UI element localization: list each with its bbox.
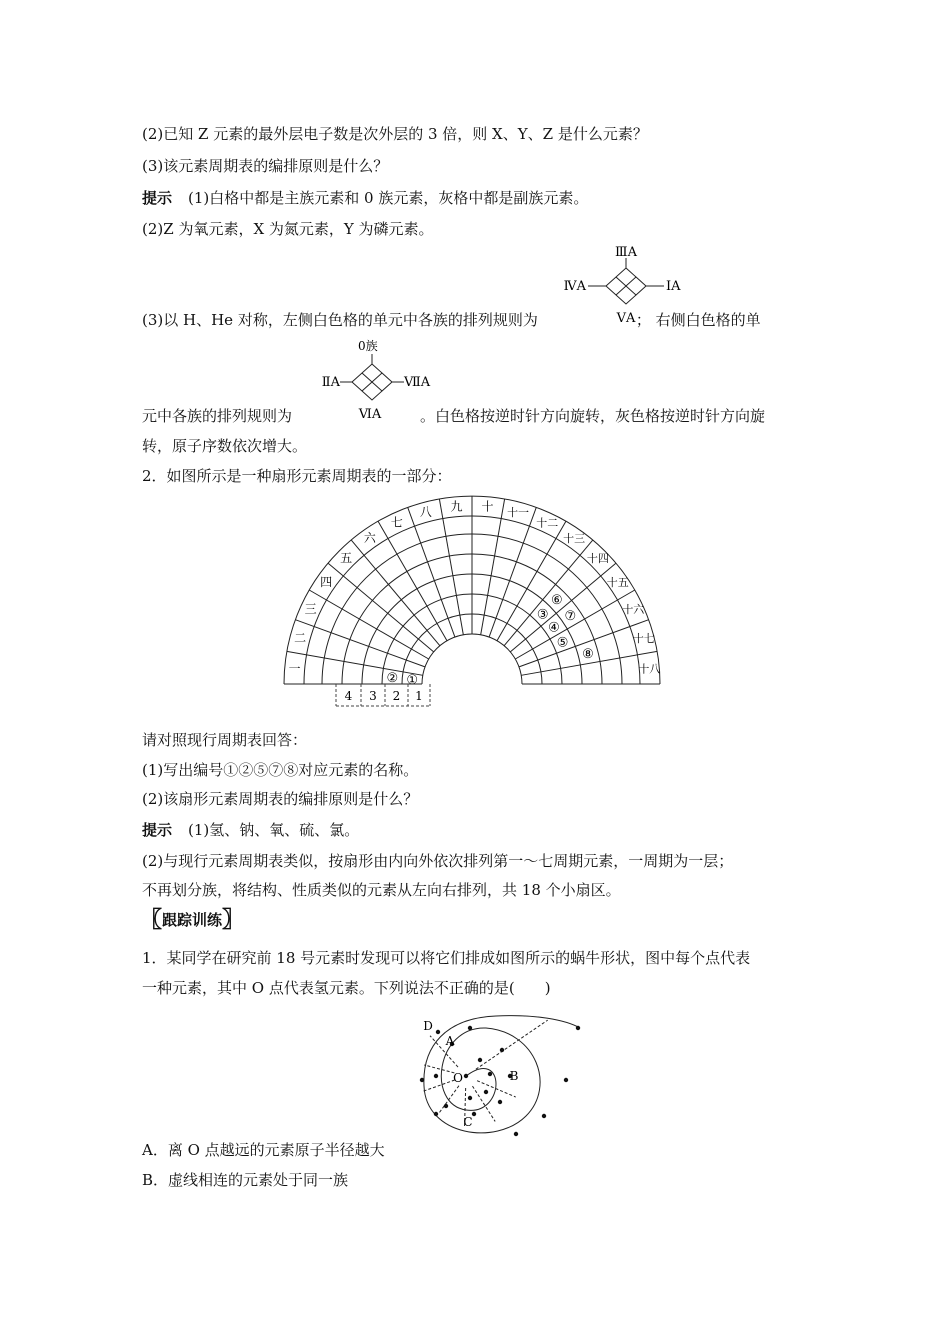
element-dot: [464, 1074, 468, 1078]
bottom-number: 1: [415, 689, 423, 703]
sector-label: 二: [294, 630, 307, 645]
element-number: ①: [406, 672, 419, 688]
snail-ray: [438, 1086, 458, 1114]
fan-divider-5: [351, 540, 440, 646]
label-left: ⅡA: [321, 375, 340, 390]
element-dot: [542, 1114, 546, 1118]
label-left: ⅣA: [563, 279, 586, 294]
fan-divider-1: [287, 651, 423, 675]
element-dot: [420, 1078, 424, 1082]
snail-ray: [476, 1020, 548, 1069]
element-dot: [468, 1096, 472, 1100]
sector-label: 四: [320, 574, 333, 589]
element-number: ④: [548, 620, 560, 636]
sector-label: 十五: [606, 575, 629, 589]
fan-divider-3: [309, 590, 429, 659]
hint-6: 不再划分族，将结构、性质类似的元素从左向右排列，共 18 个小扇区。: [142, 881, 621, 899]
element-number: ⑧: [582, 646, 594, 662]
fan-divider-8: [439, 499, 463, 635]
element-number: ⑤: [556, 635, 569, 651]
element-dot: [514, 1132, 518, 1136]
hint-4: [142, 820, 359, 840]
element-dot: [436, 1030, 440, 1034]
hint-4-text: (1)氢、钠、氧、硫、氯。: [188, 821, 360, 839]
question-3-text: (3)该元素周期表的编排原则是什么？: [142, 157, 389, 175]
fan-divider-7: [408, 507, 455, 637]
sector-label: 十四: [586, 552, 609, 566]
sector-label: 十六: [622, 602, 645, 616]
section-heading: [140, 908, 244, 932]
element-dot: [434, 1074, 438, 1078]
element-dot: [434, 1112, 438, 1116]
element-dot: [468, 1026, 472, 1030]
bracket-right: 〗: [222, 907, 245, 933]
bottom-number: 4: [344, 689, 353, 703]
fan-divider-10: [481, 499, 505, 635]
element-number: ⑥: [551, 593, 563, 609]
sector-label: 八: [419, 505, 432, 520]
hint-label: 提示: [142, 821, 173, 839]
question-2-text: (2)已知 Z 元素的最外层电子数是次外层的 3 倍，则 X、Y、Z 是什么元素？: [142, 125, 648, 143]
hint-5: (2)与现行元素周期表类似，按扇形由内向外依次排列第一～七周期元素，一周期为一层；: [142, 852, 734, 870]
sector-label: 九: [450, 499, 463, 514]
snail-label: B: [509, 1069, 519, 1083]
label-bottom: ⅤA: [616, 311, 636, 326]
bottom-number: 2: [392, 689, 401, 703]
ask-1: (1)写出编号①②⑤⑦⑧对应元素的名称。: [142, 761, 419, 779]
hint-1: [142, 188, 588, 208]
element-dot: [498, 1100, 502, 1104]
ask-2: (2)该扇形元素周期表的编排原则是什么？: [142, 790, 419, 808]
element-dot: [500, 1048, 504, 1052]
exercise-1-line-1: 1．某同学在研究前 18 号元素时发现可以将它们排成如图所示的蜗牛形状，图中每个点代表: [142, 949, 751, 967]
hint-2: (2)Z 为氧元素，X 为氮元素，Y 为磷元素。: [142, 220, 434, 238]
sector-label: 十八: [638, 662, 661, 676]
fan-divider-6: [378, 521, 447, 641]
fan-divider-11: [489, 507, 536, 637]
sector-label: 十二: [536, 516, 559, 530]
snail-ray: [424, 1065, 454, 1073]
element-dot: [484, 1090, 488, 1094]
sector-label: 七: [390, 515, 403, 530]
hint-3-b: ； 右侧白色格的单: [635, 311, 761, 329]
label-bottom: ⅥA: [358, 407, 382, 422]
snail-diagram: [410, 1010, 540, 1134]
label-right: ⅦA: [404, 375, 431, 390]
sector-label: 一: [288, 661, 301, 676]
snail-ray: [424, 1080, 455, 1091]
hint-1-text: (1)白格中都是主族元素和 0 族元素，灰格中都是副族元素。: [188, 189, 589, 207]
element-number: ⑦: [564, 609, 577, 625]
hint-3-line-2: [142, 406, 765, 426]
sector-label: 五: [340, 551, 353, 566]
element-dot: [576, 1026, 580, 1030]
label-right: ⅠA: [666, 279, 681, 294]
element-dot: [564, 1078, 568, 1082]
snail-label: O: [453, 1071, 463, 1085]
option-a: A．离 O 点越远的元素原子半径越大: [142, 1141, 385, 1159]
snail-label: A: [445, 1034, 455, 1048]
fan-divider-2: [295, 620, 425, 667]
snail-dashed-lines: [424, 1020, 548, 1126]
element-number: ②: [386, 671, 399, 687]
fan-divider-15: [515, 590, 635, 659]
element-dot: [478, 1058, 482, 1062]
fan-periodic-table: [288, 490, 661, 712]
section-title: 跟踪训练: [162, 911, 223, 929]
bracket-left: 〖: [140, 907, 163, 933]
hint-3-line-3: 转，原子序数依次增大。: [142, 437, 308, 455]
hint-3-d: 。白色格按逆时针方向旋转，灰色格按逆时针方向旋: [420, 407, 766, 425]
ask-intro: 请对照现行周期表回答：: [142, 731, 308, 749]
exercise-1-line-2: 一种元素，其中 O 点代表氢元素。下列说法不正确的是( ): [142, 979, 551, 997]
bottom-number: 3: [369, 689, 377, 703]
label-top: 0族: [358, 339, 378, 353]
snail-ray: [472, 1086, 495, 1121]
snail-label: C: [463, 1115, 473, 1129]
sector-label: 十一: [507, 506, 530, 520]
hint-3-c: 元中各族的排列规则为: [142, 407, 293, 425]
option-b: B．虚线相连的元素处于同一族: [142, 1171, 349, 1189]
fan-grid: [284, 496, 660, 687]
hint-3-a: (3)以 H、He 对称，左侧白色格的单元中各族的排列规则为: [142, 311, 538, 329]
snail-label: D: [423, 1019, 433, 1033]
fan-arc-0: [422, 634, 522, 684]
label-top: ⅢA: [615, 245, 637, 260]
sector-label: 十三: [563, 532, 586, 546]
fan-divider-4: [328, 563, 434, 652]
sector-label: 十七: [632, 631, 655, 645]
element-number: ③: [536, 607, 549, 623]
hint-label: 提示: [142, 189, 173, 207]
element-dot: [444, 1104, 448, 1108]
sector-label: 三: [304, 601, 317, 616]
question-2-intro: 2．如图所示是一种扇形元素周期表的一部分：: [142, 467, 452, 485]
sector-label: 六: [363, 531, 376, 546]
element-dot: [488, 1072, 492, 1076]
hint-3-line-1: [142, 310, 761, 330]
sector-label: 十: [481, 499, 494, 514]
